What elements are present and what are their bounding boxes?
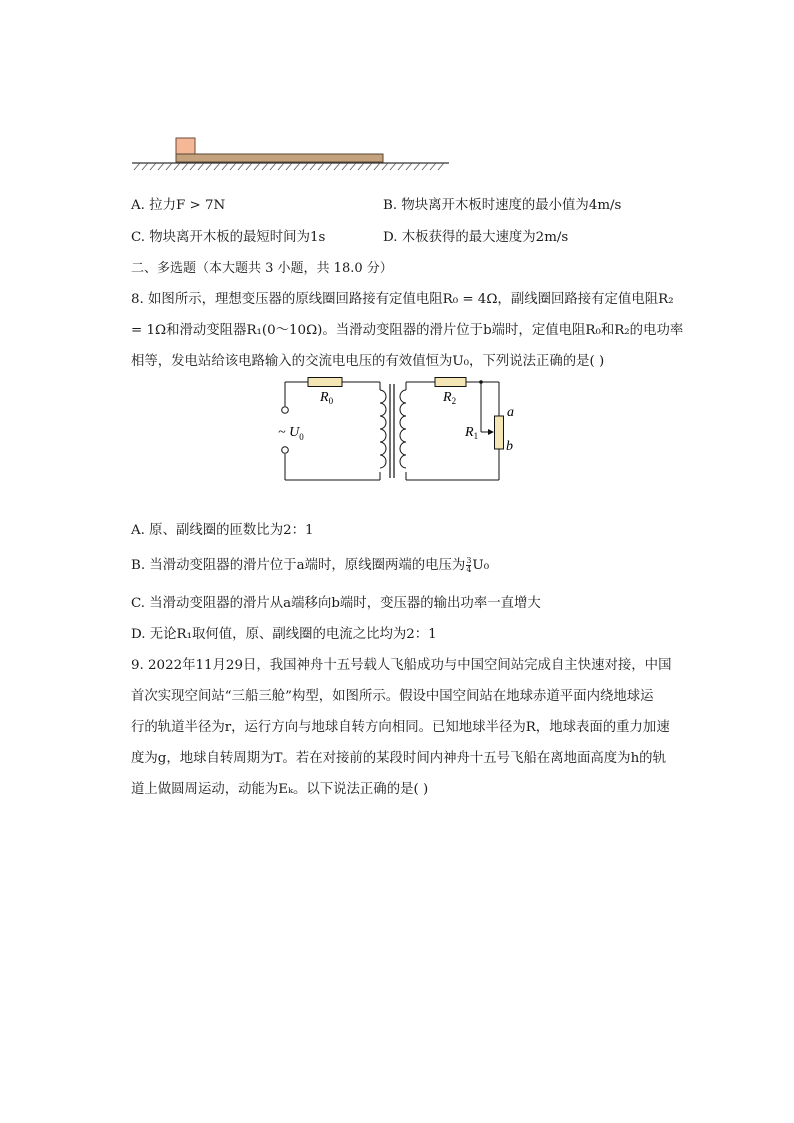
ground-hatching [134, 163, 444, 170]
label-r2: $R_2$ [443, 390, 457, 406]
resistor-r0 [308, 378, 342, 387]
q9-stem-line-4: 度为g，地球自转周期为T。若在对接前的某段时间内神舟十五号飞船在离地面高度为h的轨 [131, 751, 666, 766]
q8-option-b[interactable] [131, 556, 489, 576]
section-heading: 二、多选题（本大题共 3 小题，共 18.0 分） [131, 261, 393, 276]
block-board-figure [128, 134, 453, 182]
fraction-three-quarters: $\frac{3}{4}$ [466, 556, 472, 574]
label-r0: $R_0$ [320, 390, 334, 406]
q8-option-c[interactable]: C. 当滑动变阻器的滑片从a端移向b端时，变压器的输出功率一直增大 [131, 596, 541, 611]
q7-option-b[interactable]: B. 物块离开木板时速度的最小值为4m/s [383, 198, 622, 213]
terminal-bottom [282, 447, 289, 454]
label-b: b [506, 439, 513, 454]
q7-option-c[interactable]: C. 物块离开木板的最短时间为1s [131, 230, 326, 245]
q8-option-a[interactable]: A. 原、副线圈的匝数比为2：1 [131, 523, 314, 538]
resistor-r2 [435, 378, 466, 387]
rheostat-r1 [495, 416, 504, 449]
label-a: a [507, 405, 514, 420]
q9-stem-line-5: 道上做圆周运动，动能为Eₖ。以下说法正确的是( ) [131, 782, 429, 797]
q8-option-b-text: B. 当滑动变阻器的滑片位于a端时，原线圈两端的电压为 [131, 558, 466, 573]
q7-option-d[interactable]: D. 木板获得的最大速度为2m/s [383, 230, 569, 245]
q8-stem-line-2: = 1Ω和滑动变阻器R₁(0～10Ω)。当滑动变阻器的滑片位于b端时，定值电阻R₀和R₂的电功率 [131, 323, 684, 338]
label-source: ~ $U_0$ [278, 425, 304, 442]
q8-stem-line-1: 8. 如图所示，理想变压器的原线圈回路接有定值电阻R₀ = 4Ω，副线圈回路接有定值电阻R₂ [131, 292, 674, 307]
label-r1: $R_1$ [465, 425, 479, 441]
terminal-top [282, 407, 289, 414]
q9-stem-line-3: 行的轨道半径为r，运行方向与地球自转方向相同。已知地球半径为R，地球表面的重力加速 [131, 720, 670, 735]
q7-option-a[interactable]: A. 拉力F > 7N [131, 198, 226, 213]
q9-stem-line-1: 9. 2022年11月29日，我国神舟十五号载人飞船成功与中国空间站完成自主快速对接，中国 [131, 658, 672, 673]
q8-stem-line-3: 相等，发电站给该电路输入的交流电电压的有效值恒为U₀，下列说法正确的是( ) [131, 354, 605, 369]
transformer-circuit-diagram [270, 372, 515, 490]
board [176, 154, 383, 162]
q8-option-b-unit: U₀ [472, 558, 490, 573]
q9-stem-line-2: 首次实现空间站“三船三舱”构型，如图所示。假设中国空间站在地球赤道平面内绕地球运 [131, 689, 654, 704]
q8-option-d[interactable]: D. 无论R₁取何值，原、副线圈的电流之比均为2：1 [131, 627, 437, 642]
